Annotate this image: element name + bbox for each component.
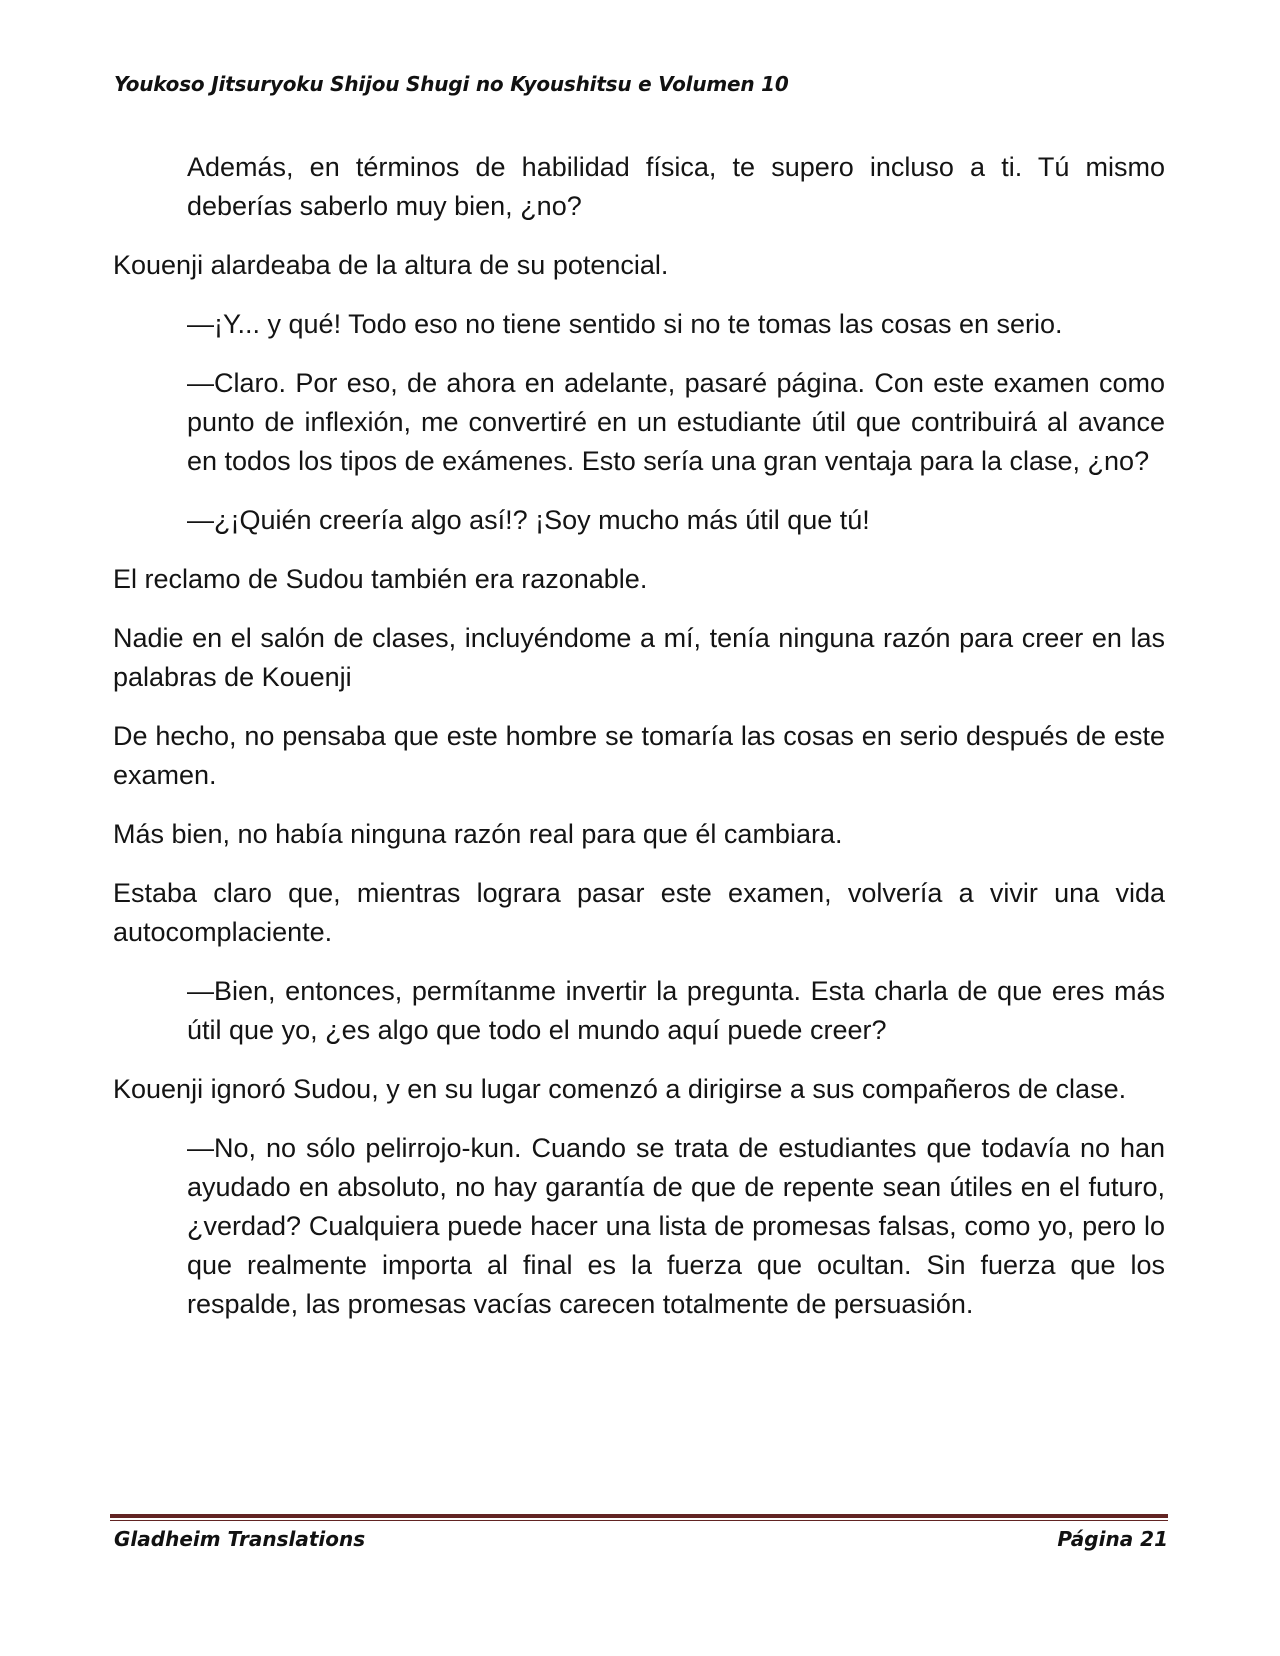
footer-rule: [110, 1514, 1168, 1518]
paragraph-dialog: —¡Y... y qué! Todo eso no tiene sentido si no te tomas las cosas en serio.: [187, 309, 1063, 339]
paragraph-narration: Más bien, no había ninguna razón real para que él cambiara.: [113, 819, 843, 849]
paragraph-dialog: Además, en términos de habilidad física, te supero incluso a ti. Tú mismo deberías saberlo muy bien, ¿no?: [187, 152, 1165, 221]
paragraph-dialog: —Bien, entonces, permítanme invertir la pregunta. Esta charla de que eres más útil que yo, ¿es algo que todo el mundo aquí puede creer?: [187, 976, 1165, 1045]
paragraph-narration: Kouenji alardeaba de la altura de su potencial.: [113, 250, 669, 280]
page-number: Página 21: [1057, 1527, 1168, 1551]
paragraph-narration: Estaba claro que, mientras lograra pasar este examen, volvería a vivir una vida autocomplaciente.: [113, 878, 1165, 947]
running-header: Youkoso Jitsuryoku Shijou Shugi no Kyoushitsu e Volumen 10: [114, 72, 789, 96]
paragraph-narration: Nadie en el salón de clases, incluyéndome a mí, tenía ninguna razón para creer en las palabras de Kouenji: [113, 623, 1165, 692]
footer-credit: Gladheim Translations: [114, 1527, 366, 1551]
footer-rule-thin: [110, 1520, 1168, 1521]
paragraph-narration: El reclamo de Sudou también era razonable.: [113, 564, 648, 594]
paragraph-dialog: —Claro. Por eso, de ahora en adelante, pasaré página. Con este examen como punto de inflexión, me convertiré en un estudiante útil que contribuirá al avance en todos los tipos de exámenes. Esto sería una gran ventaja para la clase, ¿no?: [187, 368, 1165, 476]
paragraph-narration: Kouenji ignoró Sudou, y en su lugar comenzó a dirigirse a sus compañeros de clase.: [113, 1074, 1127, 1104]
paragraph-narration: De hecho, no pensaba que este hombre se tomaría las cosas en serio después de este examen.: [113, 721, 1165, 790]
paragraph-dialog: —¿¡Quién creería algo así!? ¡Soy mucho más útil que tú!: [187, 505, 870, 535]
paragraph-dialog: —No, no sólo pelirrojo-kun. Cuando se trata de estudiantes que todavía no han ayudado en absoluto, no hay garantía de que de repente sean útiles en el futuro, ¿verdad? Cualquiera puede hacer una lista de promesas falsas, como yo, pero lo que realmente importa al final es la fuerza que ocultan. Sin fuerza que los respalde, las promesas vacías carecen totalmente de persuasión.: [187, 1133, 1165, 1319]
page-body: [113, 148, 1165, 1344]
